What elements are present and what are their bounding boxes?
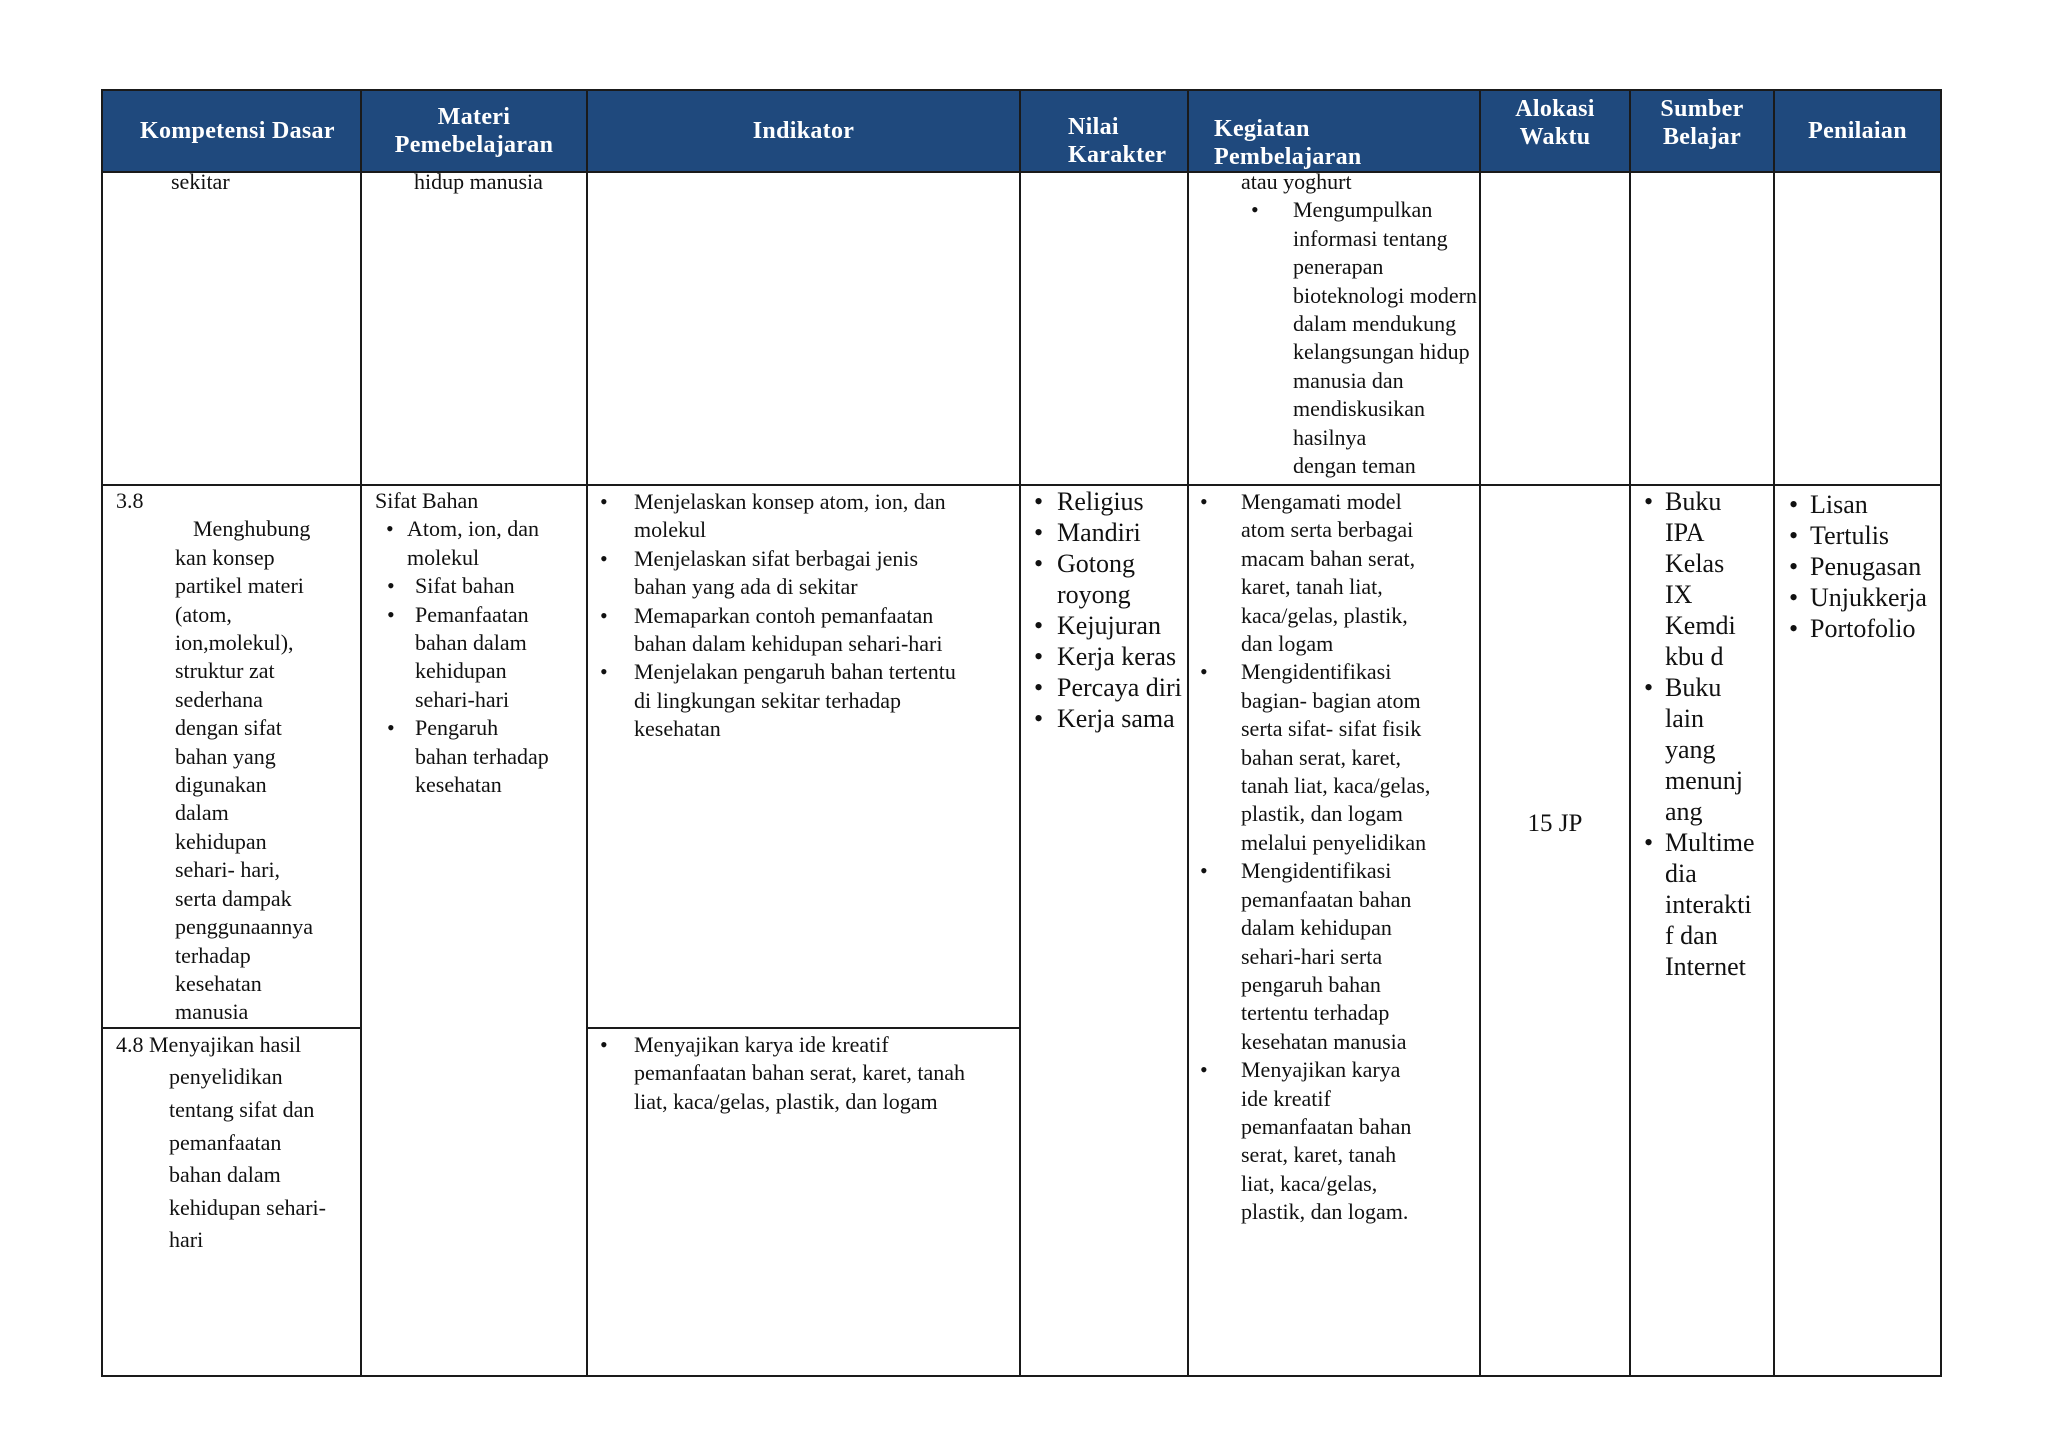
kd2-line: pemanfaatan — [169, 1129, 282, 1155]
cell-materi-cont — [361, 169, 587, 485]
list-item-text: plastik, dan logam. — [1241, 1199, 1409, 1225]
bullet-icon: • — [1034, 611, 1044, 640]
list-item — [375, 714, 586, 799]
list-item-text: Menjelaskan sifat berbagai jenis — [634, 545, 919, 571]
bullet-icon: • — [1251, 197, 1259, 223]
header-alokasi — [1480, 90, 1630, 172]
bullet-icon: • — [1789, 614, 1799, 643]
header-alokasi-line2: Waktu — [1519, 124, 1591, 150]
bullet-icon: • — [600, 1031, 608, 1057]
cell-sumber — [1630, 485, 1774, 1376]
bullet-icon: • — [1200, 858, 1208, 884]
table-row-kd-3-8 — [102, 485, 1941, 1028]
kd-description — [116, 515, 360, 1026]
list-item-text: tertentu terhadap — [1241, 1000, 1390, 1026]
kd-line: sederhana — [175, 686, 263, 712]
list-item-text: Pemanfaatan — [415, 601, 529, 627]
list-item-text: informasi tentang — [1293, 225, 1448, 251]
header-indikator-label: Indikator — [752, 118, 855, 144]
list-item-text: melalui penyelidikan — [1241, 829, 1427, 855]
list-item-text: bahan serat, karet, — [1241, 744, 1402, 770]
cell-penilaian — [1774, 485, 1941, 1376]
cell-sumber-cont — [1630, 172, 1774, 485]
list-item — [1021, 548, 1187, 610]
bullet-icon: • — [387, 573, 395, 599]
list-item — [1189, 658, 1479, 857]
list-item-text: Menyajikan karya ide kreatif — [634, 1031, 889, 1057]
list-item-text: pemanfaatan bahan serat, karet, tanah — [634, 1060, 966, 1086]
alokasi-value: 15 JP — [1527, 810, 1583, 837]
list-item-text: kelangsungan hidup — [1293, 339, 1470, 365]
bullet-icon: • — [1034, 704, 1044, 733]
list-item — [1775, 520, 1940, 551]
bullet-icon: • — [1644, 487, 1654, 516]
list-item — [588, 658, 1019, 743]
kd-line: Menghubung — [193, 516, 311, 542]
cell-kegiatan — [1188, 485, 1480, 1376]
cell-kd-4-8 — [102, 1028, 361, 1376]
bullet-icon: • — [1034, 642, 1044, 671]
list-item-text: Kelas — [1665, 549, 1725, 578]
header-sumber — [1630, 90, 1774, 172]
list-item-text: Menyajikan karya — [1241, 1057, 1401, 1083]
list-item-text: dalam kehidupan — [1241, 915, 1392, 941]
bullet-icon: • — [386, 516, 394, 542]
bullet-icon: • — [600, 545, 608, 571]
list-item — [1775, 489, 1940, 520]
kd-line: digunakan — [175, 772, 267, 798]
header-kegiatan — [1188, 90, 1480, 172]
list-item-text: Kerja sama — [1057, 704, 1175, 733]
bullet-icon: • — [1644, 828, 1654, 857]
bullet-icon: • — [1034, 518, 1044, 547]
bullet-icon: • — [1789, 552, 1799, 581]
bullet-icon: • — [1200, 659, 1208, 685]
header-row — [102, 90, 1941, 172]
list-item-text: Kemdi — [1665, 611, 1736, 640]
list-item — [1021, 703, 1187, 734]
bullet-icon: • — [1034, 673, 1044, 702]
list-item — [588, 488, 1019, 545]
list-item-text: IX — [1665, 580, 1693, 609]
list-item-text: molekul — [634, 517, 707, 543]
list-item-text: Unjukkerja — [1810, 583, 1927, 612]
kd2-line: bahan dalam — [169, 1162, 281, 1188]
list-item-text: macam bahan serat, — [1241, 545, 1416, 571]
bullet-icon: • — [1789, 490, 1799, 519]
list-item-text: liat, kaca/gelas, plastik, dan logam — [634, 1088, 938, 1114]
header-nilai-line2: Karakter — [1068, 142, 1167, 168]
list-item-text: dan logam — [1241, 631, 1334, 657]
bullet-icon: • — [600, 602, 608, 628]
list-item-text: Mengidentifikasi — [1241, 858, 1392, 884]
list-item-text: Lisan — [1810, 490, 1868, 519]
rpp-table — [101, 89, 1942, 1377]
list-item-text: Mengidentifikasi — [1241, 659, 1392, 685]
list-item — [588, 602, 1019, 659]
list-item-text: Religius — [1057, 487, 1144, 516]
list-item-text: Gotong — [1057, 549, 1135, 578]
list-item-text: Percaya diri — [1057, 673, 1182, 702]
header-nilai — [1020, 90, 1188, 172]
list-item — [1241, 196, 1479, 480]
kd-line: kan konsep — [175, 544, 275, 570]
kd-line: serta dampak — [175, 885, 292, 911]
list-item-text: Sifat bahan — [415, 573, 515, 599]
list-item-text: kesehatan manusia — [1241, 1028, 1407, 1054]
list-item-text: serat, karet, tanah — [1241, 1142, 1397, 1168]
list-item-text: IPA — [1665, 518, 1705, 547]
header-kompetensi-label: Kompetensi Dasar — [140, 118, 335, 144]
list-item-text: dengan teman — [1293, 453, 1416, 479]
sumber-list — [1631, 486, 1773, 982]
list-item — [1021, 641, 1187, 672]
list-item-text: Buku — [1665, 673, 1722, 702]
kd2-line: 4.8 Menyajikan hasil — [116, 1031, 302, 1057]
bullet-icon: • — [1200, 1057, 1208, 1083]
cell-nilai-cont — [1020, 172, 1188, 485]
header-sumber-line1: Sumber — [1660, 96, 1744, 122]
list-item-text: lain — [1665, 704, 1704, 733]
table-row-continuation — [102, 172, 1941, 485]
bullet-icon: • — [1034, 549, 1044, 578]
kd-line: kehidupan — [175, 828, 267, 854]
list-item-text: serta sifat- sifat fisik — [1241, 716, 1422, 742]
kd-line: partikel materi — [175, 573, 304, 599]
list-item-text: bahan yang ada di sekitar — [634, 574, 858, 600]
list-item — [1021, 486, 1187, 517]
indikator-list — [588, 488, 1019, 744]
list-item-text: Penugasan — [1810, 552, 1922, 581]
bullet-icon: • — [387, 715, 395, 741]
kd2-line: kehidupan sehari- — [169, 1194, 326, 1220]
list-item-text: f dan — [1665, 921, 1718, 950]
kd-number: 3.8 — [116, 488, 144, 513]
list-item-text: bahan terhadap — [415, 743, 549, 769]
list-item-text: yang — [1665, 735, 1716, 764]
bullet-icon: • — [600, 659, 608, 685]
list-item-text: plastik, dan logam — [1241, 801, 1403, 827]
list-item-text: mendiskusikan — [1293, 396, 1425, 422]
list-item-text: dalam mendukung — [1293, 311, 1457, 337]
cell-kompetensi-cont — [102, 169, 361, 485]
kd-line: sehari- hari, — [175, 857, 281, 883]
kd-line: kesehatan — [175, 970, 262, 996]
list-item-text: Memaparkan contoh pemanfaatan — [634, 602, 934, 628]
cell-indikator-cont — [587, 172, 1020, 485]
header-alokasi-line1: Alokasi — [1515, 96, 1595, 122]
list-item — [1189, 488, 1479, 658]
list-item-text: liat, kaca/gelas, — [1241, 1170, 1378, 1196]
list-item-text: Mengamati model — [1241, 489, 1402, 514]
list-item — [1021, 517, 1187, 548]
list-item-text: sehari-hari serta — [1241, 943, 1383, 969]
penilaian-list — [1775, 489, 1940, 644]
list-item-text: ide kreatif — [1241, 1085, 1331, 1111]
kegiatan-list — [1189, 488, 1479, 1227]
list-item-text: kesehatan — [634, 716, 721, 742]
list-item-text: hasilnya — [1293, 424, 1367, 450]
list-item-text: kaca/gelas, plastik, — [1241, 602, 1408, 628]
list-item-text: penerapan — [1293, 254, 1384, 280]
list-item — [1189, 1056, 1479, 1226]
list-item — [1775, 551, 1940, 582]
header-kompetensi — [102, 90, 361, 172]
header-kegiatan-line1: Kegiatan — [1214, 116, 1310, 142]
list-item-text: Mandiri — [1057, 518, 1141, 547]
kd-line: ion,molekul), — [175, 630, 294, 656]
list-item-text: Tertulis — [1810, 521, 1890, 550]
cell-alokasi — [1480, 485, 1630, 1376]
materi-title: Sifat Bahan — [375, 488, 479, 513]
list-item-text: Kejujuran — [1057, 611, 1161, 640]
bullet-icon: • — [600, 489, 608, 514]
list-item-text: bahan dalam — [415, 630, 527, 656]
header-sumber-line2: Belajar — [1662, 124, 1742, 150]
list-item-text: pemanfaatan bahan — [1241, 1113, 1412, 1139]
list-item-text: pemanfaatan bahan — [1241, 886, 1412, 912]
list-item-text: pengaruh bahan — [1241, 971, 1381, 997]
kd-line: (atom, — [175, 601, 232, 627]
list-item-text: Buku — [1665, 487, 1722, 516]
list-item — [588, 545, 1019, 602]
list-item-text: Atom, ion, dan — [407, 516, 539, 542]
list-item — [1189, 857, 1479, 1056]
cell-materi — [361, 485, 587, 1376]
header-materi — [361, 90, 587, 172]
nilai-list — [1021, 486, 1187, 734]
list-item-text: Menjelaskan konsep atom, ion, dan — [634, 489, 946, 514]
list-item-text: Kerja keras — [1057, 642, 1177, 671]
header-materi-line1: Materi — [437, 104, 511, 130]
cell-kd-3-8 — [102, 485, 361, 1028]
kd-line: penggunaannya — [175, 914, 314, 940]
header-nilai-line1: Nilai — [1068, 114, 1119, 140]
list-item-text: interakti — [1665, 890, 1752, 919]
list-item-text: tanah liat, kaca/gelas, — [1241, 773, 1431, 799]
list-item-text: bagian- bagian atom — [1241, 687, 1421, 713]
header-materi-line2: Pemebelajaran — [394, 132, 554, 158]
list-item-text: royong — [1057, 580, 1131, 609]
header-penilaian-label: Penilaian — [1808, 118, 1907, 144]
list-item — [1631, 672, 1773, 827]
list-item — [1775, 582, 1940, 613]
list-item — [588, 1031, 1019, 1116]
kd-line: struktur zat — [175, 658, 275, 684]
list-item-text: ang — [1665, 797, 1703, 826]
list-item-text: sehari-hari — [415, 686, 510, 712]
list-item — [1021, 672, 1187, 703]
list-item — [1631, 827, 1773, 982]
kd2-line: penyelidikan — [169, 1064, 283, 1090]
bullet-icon: • — [1789, 521, 1799, 550]
list-item — [375, 515, 586, 572]
list-item-text: Mengumpulkan — [1293, 197, 1433, 223]
bullet-icon: • — [387, 601, 395, 627]
list-item — [375, 601, 586, 715]
cell-indikator-2 — [587, 1028, 1020, 1376]
kd-line: dalam — [175, 800, 229, 826]
kd-line: bahan yang — [175, 743, 276, 769]
list-item-text: manusia dan — [1293, 367, 1404, 393]
kd-line: manusia — [175, 999, 249, 1025]
kompetensi-cont-text: sekitar — [171, 169, 230, 194]
header-kegiatan-line2: Pembelajaran — [1214, 144, 1362, 170]
kd2-line: hari — [169, 1227, 204, 1253]
kegiatan-cont-text: atau yoghurt — [1241, 169, 1352, 194]
list-item-text: di lingkungan sekitar terhadap — [634, 687, 901, 713]
cell-nilai — [1020, 485, 1188, 1376]
header-indikator — [587, 90, 1020, 172]
list-item-text: kehidupan — [415, 658, 507, 684]
cell-kegiatan-cont — [1188, 169, 1480, 485]
list-item-text: Menjelakan pengaruh bahan tertentu — [634, 659, 956, 685]
kd2-description — [116, 1029, 360, 1257]
bullet-icon: • — [1034, 487, 1044, 516]
kd-line: terhadap — [175, 942, 251, 968]
list-item — [375, 572, 586, 600]
list-item-text: bioteknologi modern — [1293, 282, 1477, 308]
list-item-text: kesehatan — [415, 772, 502, 798]
cell-penilaian-cont — [1774, 172, 1941, 485]
list-item — [1631, 486, 1773, 672]
kd-line: dengan sifat — [175, 715, 282, 741]
bullet-icon: • — [1789, 583, 1799, 612]
list-item — [1021, 610, 1187, 641]
list-item-text: molekul — [407, 544, 480, 570]
list-item-text: Internet — [1665, 952, 1746, 981]
materi-cont-text: hidup manusia — [414, 169, 543, 194]
cell-alokasi-cont — [1480, 172, 1630, 485]
header-penilaian — [1774, 90, 1941, 172]
list-item-text: menunj — [1665, 766, 1743, 795]
list-item — [1775, 613, 1940, 644]
kd2-line: tentang sifat dan — [169, 1096, 315, 1122]
list-item-text: Portofolio — [1810, 614, 1916, 643]
list-item-text: Pengaruh — [415, 715, 499, 741]
list-item-text: dia — [1665, 859, 1697, 888]
kegiatan-cont-list — [1189, 196, 1479, 480]
list-item-text: atom serta berbagai — [1241, 517, 1414, 543]
list-item-text: Multime — [1665, 828, 1755, 857]
cell-indikator — [587, 485, 1020, 1028]
list-item-text: kbu d — [1665, 642, 1724, 671]
list-item-text: karet, tanah liat, — [1241, 574, 1383, 600]
bullet-icon: • — [1200, 489, 1208, 514]
list-item-text: bahan dalam kehidupan sehari-hari — [634, 631, 943, 657]
indikator-2-list — [588, 1031, 1019, 1116]
materi-list — [375, 515, 586, 799]
bullet-icon: • — [1644, 673, 1654, 702]
